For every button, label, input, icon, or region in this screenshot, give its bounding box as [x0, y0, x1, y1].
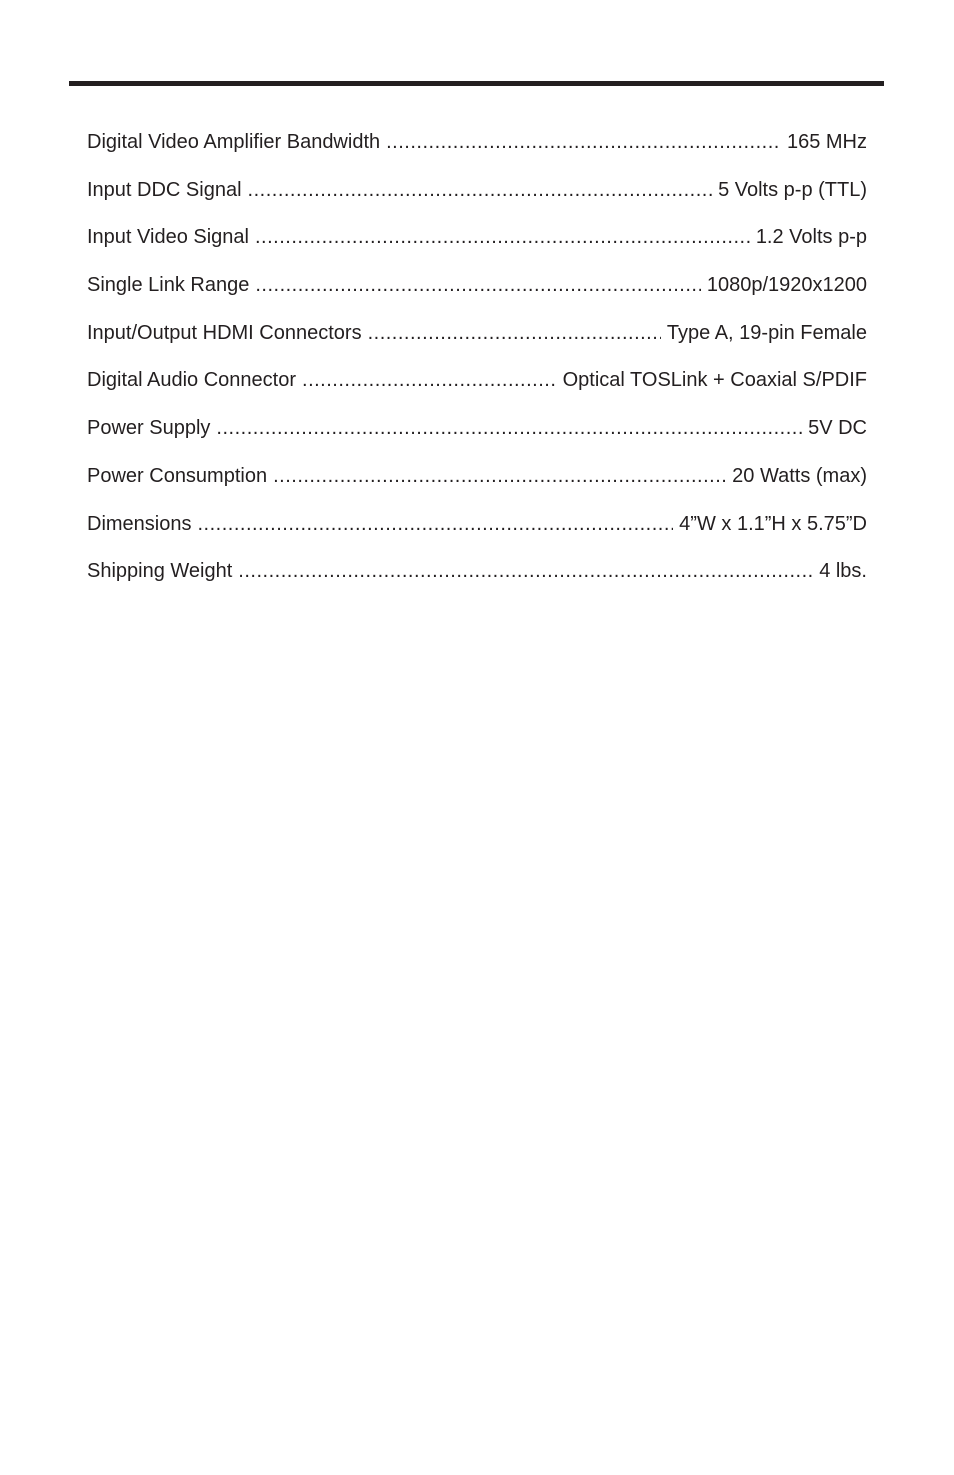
spec-label: Digital Video Amplifier Bandwidth [87, 131, 381, 153]
spec-value: 165 MHz [786, 131, 867, 153]
spec-row [87, 269, 867, 317]
dot-leader [273, 460, 726, 492]
spec-row [87, 317, 867, 365]
spec-row [87, 126, 867, 174]
top-rule [69, 81, 884, 86]
spec-label: Dimensions [87, 512, 192, 535]
spec-row [87, 364, 867, 412]
dot-leader [216, 412, 802, 444]
spec-value: 1080p/1920x1200 [706, 274, 867, 297]
spec-label: Shipping Weight [87, 560, 233, 583]
spec-row [87, 221, 867, 269]
spec-value: 4 lbs. [819, 560, 867, 583]
specifications-list [87, 126, 867, 603]
spec-label: Input/Output HDMI Connectors [87, 321, 362, 344]
spec-label: Digital Audio Connector [87, 369, 297, 392]
spec-row [87, 174, 867, 222]
spec-label: Power Consumption [87, 464, 268, 487]
spec-label: Single Link Range [87, 274, 250, 297]
spec-value: 5 Volts p-p (TTL) [718, 178, 867, 201]
spec-row [87, 508, 867, 556]
spec-label: Input DDC Signal [87, 178, 242, 201]
dot-leader [248, 174, 713, 206]
dot-leader [238, 555, 813, 587]
dot-leader [197, 508, 673, 540]
spec-label: Input Video Signal [87, 226, 249, 249]
dot-leader [368, 317, 661, 349]
spec-value: Type A, 19-pin Female [666, 321, 867, 344]
spec-row [87, 555, 867, 603]
spec-value: 20 Watts (max) [732, 464, 867, 487]
spec-row [87, 412, 867, 460]
spec-value: 5V DC [808, 417, 867, 440]
spec-label: Power Supply [87, 417, 211, 440]
spec-value: 4”W x 1.1”H x 5.75”D [679, 512, 867, 535]
spec-value: 1.2 Volts p-p [755, 226, 867, 249]
spec-row [87, 460, 867, 508]
dot-leader [302, 364, 557, 396]
dot-leader [255, 269, 701, 301]
dot-leader [386, 126, 781, 158]
spec-value: Optical TOSLink + Coaxial S/PDIF [562, 369, 867, 392]
dot-leader [255, 221, 750, 253]
